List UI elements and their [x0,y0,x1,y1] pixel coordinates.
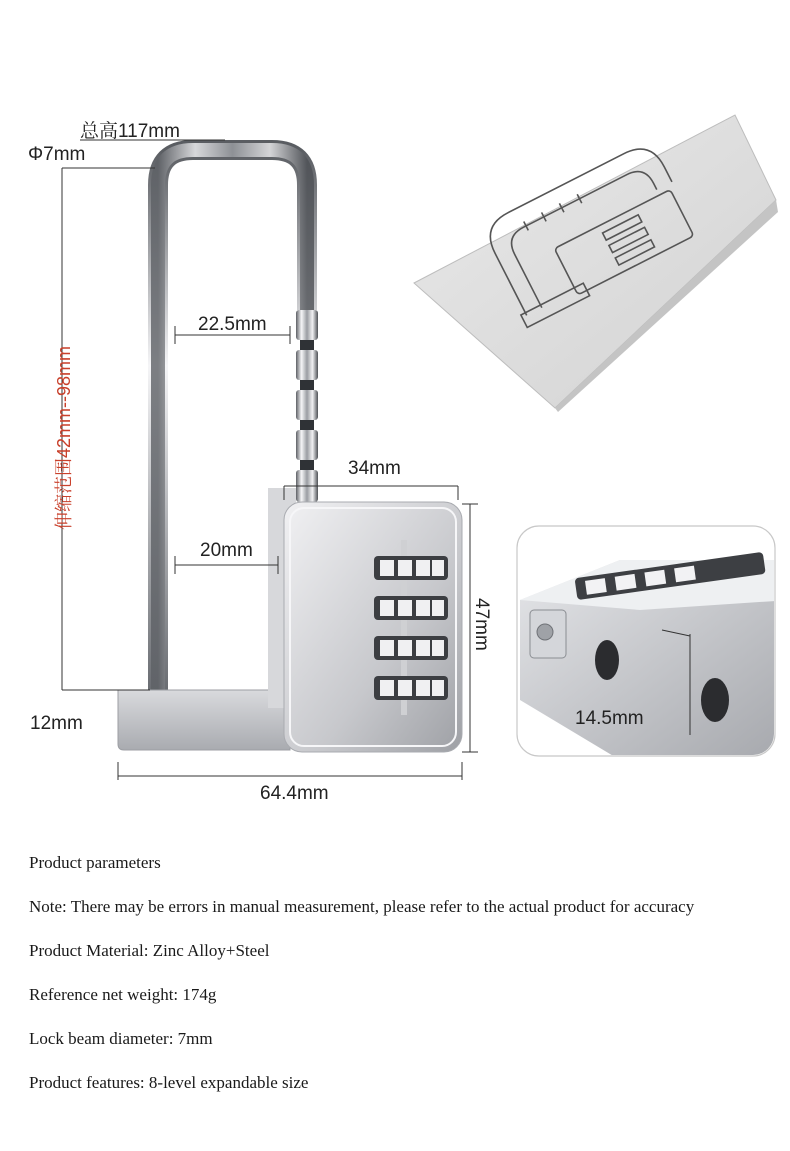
packaging-box [414,115,778,412]
dial-row [374,676,448,700]
parameters-heading: Product parameters [29,853,161,872]
inner-width-bottom-label: 20mm [200,540,253,561]
product-material: Product Material: Zinc Alloy+Steel [29,941,270,960]
dial-row [374,556,448,580]
total-height-label: 总高117mm [80,121,180,142]
total-width-label: 64.4mm [260,783,329,804]
keyhole-spacing-label: 14.5mm [575,708,644,729]
dial-row [374,636,448,660]
product-features: Product features: 8-level expandable size [29,1073,309,1092]
base-height-label: 12mm [30,713,83,734]
dial-row [374,596,448,620]
inner-width-top-label: 22.5mm [198,314,267,335]
net-weight: Reference net weight: 174g [29,985,217,1004]
shackle-diameter-label: Φ7mm [28,144,86,165]
beam-diameter: Lock beam diameter: 7mm [29,1029,213,1048]
product-parameters [29,851,769,1115]
shackle-notches [296,310,318,502]
closeup-inset [517,526,790,760]
measurement-note: Note: There may be errors in manual measurement, please refer to the actual product for accuracy [29,897,695,916]
body-width-label: 34mm [348,458,401,479]
lock-body [284,502,462,752]
body-height-label: 47mm [471,598,492,651]
adjust-range-label: 伸缩范围42mm--98mm [54,345,74,530]
lock-base [118,488,296,750]
